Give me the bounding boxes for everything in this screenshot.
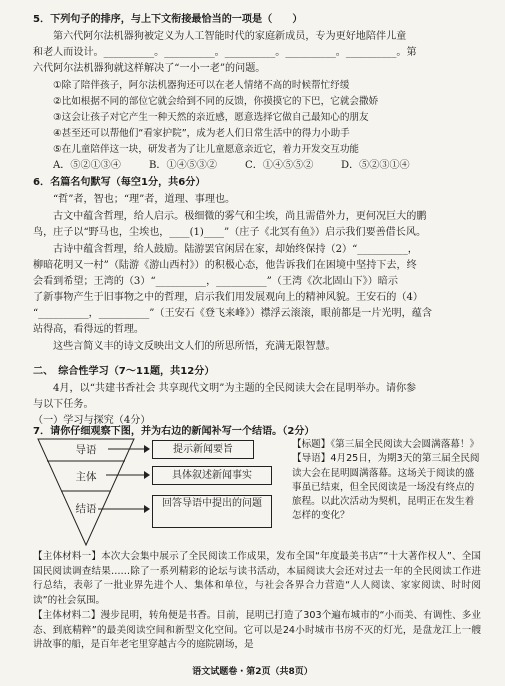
q5-item-3: ③这会让孩子对它产生一种天然的亲近感，愿意选择它做自己最知心的朋友: [53, 112, 369, 123]
q6-line-5: 柳暗花明又一村”（陆游《游山西村》）的积极心态，他告诉我们在困境中坚持下去，终: [33, 260, 417, 271]
q5-option-d[interactable]: D．⑤②③①④: [341, 160, 410, 171]
q5-item-5: ⑤在儿童陪伴这一块，研发者为了让儿童愿意亲近它，着力开发交互功能: [53, 144, 360, 155]
box-lead-purpose: 提示新闻要旨: [152, 440, 254, 459]
q6-line-3: 鸟，庄子以“野马也，尘埃也，____(1)____”（庄子《北冥有鱼》）启示我们要善借长风。: [33, 227, 427, 238]
material-1: 【主体材料一】本次大会集中展示了全民阅读工作成果，发布全国“年度最美书店”“十大著作权人”、全国国民阅读调查结果……除了一系列精彩的论坛与读书活动，本届阅读大会还对过去一年的全民阅读工作进行总结，表彰了一批业界先进个人、集体和单位，与社会各界合力营造“人人阅读、家家阅读、时时阅读”的社会氛围。: [33, 551, 481, 606]
q5-lead-line-3: 六代阿尔法机器狗就这样解决了“一小一老”的问题。: [33, 63, 266, 74]
label-conclusion: 结语: [75, 503, 97, 515]
q5-options: [53, 159, 481, 172]
news-article-text: 【标题】《第三届全民阅读大会圆满落幕！》【导语】4月25日，为期3天的第三届全民阅读大会在昆明圆满落幕。这场关于阅读的盛事虽已结束，但全民阅读是一场没有终点的旅程。以此次活动为契机，昆明正在发生着怎样的变化？: [292, 439, 480, 522]
part2-intro-line-1: 4月，以“共建书香社会 共享现代文明”为主题的全民阅读大会在昆明举办。请你参: [53, 383, 417, 394]
q7-stem: 7．请你仔细观察下图，并为右边的新闻补写一个结语。（2分）: [33, 426, 315, 437]
news-structure-diagram: [36, 437, 286, 547]
q5-stem: 5．下列句子的排序，与上下文衔接最恰当的一项是（ ）: [33, 14, 303, 25]
box-body-purpose: 具体叙述新闻事实: [152, 466, 272, 485]
q5-option-a[interactable]: A．⑤②①③④: [53, 160, 121, 171]
q6-line-10: 这些言简义丰的诗文反映出文人们的所思所悟，充满无限智慧。: [53, 341, 336, 352]
q5-item-4: ④甚至还可以帮他们“看家护院”，成为老人们日常生活中的得力小助手: [53, 128, 350, 139]
box-conclusion-purpose: 回答导语中提出的问题: [152, 495, 272, 528]
part2-title: 二、 综合性学习（7～11题，共12分）: [33, 366, 215, 377]
q6-line-2: 古文中蕴含哲理，给人启示。极细微的雾气和尘埃，尚且需借外力，更何况巨大的鹏: [53, 211, 427, 222]
q6-line-8: “__________，__________”（王安石《登飞来峰》）襟浮云滚滚，眼前都是一片光明，蕴含: [33, 308, 432, 319]
q5-lead-line-1: 第六代阿尔法机器狗被定义为人工智能时代的家庭新成员，专为更好地陪伴儿童: [53, 31, 407, 42]
q5-option-c[interactable]: C．①④⑤⑤②: [245, 160, 314, 171]
q5-lead-line-2: 和老人而设计。__________。__________。__________。__________。__________。第: [33, 47, 417, 58]
label-body: 主体: [75, 471, 97, 483]
label-lead: 导语: [75, 444, 97, 456]
q5-item-2: ②比如根据不同的部位它就会给到不同的反馈，你摸摸它的下巴，它就会撒娇: [53, 96, 379, 107]
q6-line-4: 古诗中蕴含哲理，给人鼓励。陆游罢官闲居在家，却始终保持（2）“__________，: [53, 244, 418, 255]
q6-stem: 6．名篇名句默写（每空1分，共6分）: [33, 177, 206, 188]
material-2: 【主体材料二】漫步昆明，转角便是书香。目前，昆明已打造了303个遍布城市的“小而美、有调性、多业态、到底精粹”的最美阅读空间和新型文化空间。它可以是24小时城市书房不灭的灯光，是盘龙江上一艘讲故事的船，是百年老宅里穿越古今的庭院剧场，是: [33, 610, 481, 650]
q6-line-1: “哲”者，智也；“理”者，道理、事理也。: [53, 194, 236, 205]
part2-subsection: （一）学习与探究（4分）: [33, 415, 151, 426]
q5-item-1: ①除了陪伴孩子，阿尔法机器狗还可以在老人情绪不高的时候帮忙纾缓: [53, 80, 350, 91]
q6-line-6: 会看到希望；王湾的（3）“__________，__________”（王湾《次北固山下》）暗示: [33, 276, 398, 287]
q5-option-b[interactable]: B．①④⑤③②: [149, 160, 217, 171]
q6-line-9: 站得高，看得远的哲理。: [33, 324, 145, 335]
part2-intro-line-2: 与以下任务。: [33, 399, 94, 410]
page-footer: 语文试题卷・第2页（共8页）: [192, 667, 313, 677]
q6-line-7: 了新事物产生于旧事物之中的哲理，启示我们用发展观向上的精神风貌。王安石的（4）: [33, 292, 423, 303]
